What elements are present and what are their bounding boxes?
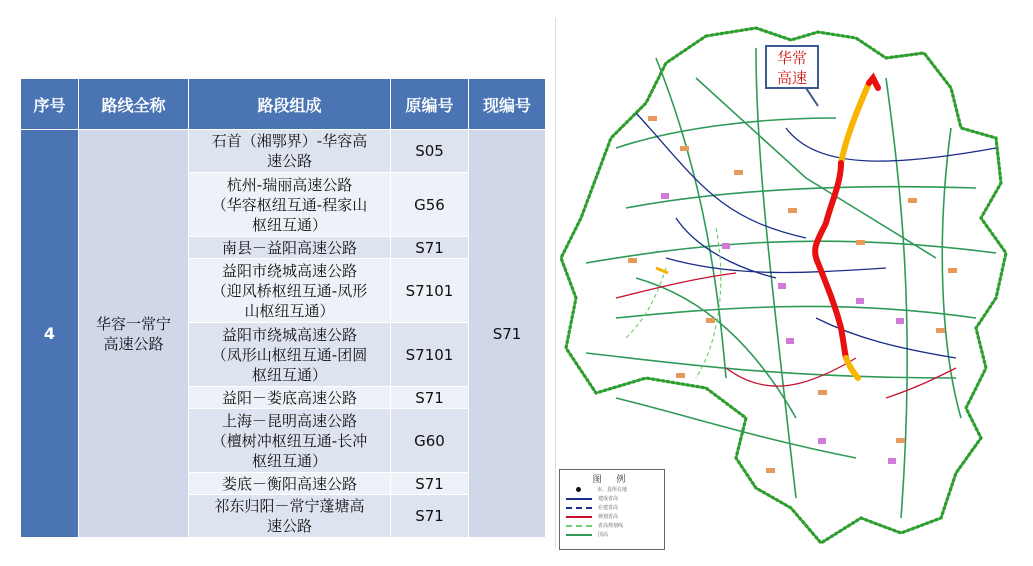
callout-line: 华常 (776, 49, 807, 67)
header-old-code: 原编号 (391, 79, 469, 130)
segment-cell (189, 130, 391, 173)
header-new-code: 现编号 (469, 79, 546, 130)
table-row (21, 130, 546, 173)
old-code-cell: S71 (391, 387, 469, 409)
legend-row (560, 521, 664, 530)
legend-label: 规划省高 (598, 514, 619, 520)
old-code-cell: G56 (391, 173, 469, 237)
table-header-row (21, 79, 546, 130)
segment-line: 山枢纽互通） (244, 301, 335, 320)
callout-line: 高速 (776, 69, 807, 87)
header-segments: 路段组成 (189, 79, 391, 130)
national-highways (586, 48, 996, 518)
segment-line: （檀树冲枢纽互通-长冲 (211, 431, 368, 450)
segment-cell (189, 495, 391, 538)
segment-cell (189, 387, 391, 409)
legend-row (560, 530, 664, 539)
segment-line: 速公路 (266, 517, 312, 535)
legend-row (560, 512, 664, 521)
segment-line: 娄底－衡阳高速公路 (221, 474, 357, 493)
old-code-cell: S05 (391, 130, 469, 173)
callout-pointer (792, 88, 818, 106)
route-highlight-red (815, 78, 878, 358)
old-code-cell: S71 (391, 237, 469, 259)
legend-row (560, 485, 664, 494)
legend-swatch (566, 498, 592, 500)
new-code-cell: S71 (469, 130, 546, 538)
legend-swatch (566, 516, 592, 518)
old-code-cell: S71 (391, 495, 469, 538)
route-table (20, 78, 546, 538)
old-code-cell: G60 (391, 409, 469, 473)
segment-line: 速公路 (266, 152, 312, 170)
segment-line: 杭州-瑞丽高速公路 (226, 175, 353, 194)
legend-title: 图 例 (592, 475, 632, 485)
legend-label: 省高规划线 (598, 523, 624, 529)
segment-line: （迎风桥枢纽互通-凤形 (211, 281, 368, 300)
city-dot-icon (576, 487, 581, 492)
header-route-name: 路线全称 (79, 79, 189, 130)
old-code-cell: S71 (391, 473, 469, 495)
segment-cell (189, 259, 391, 323)
legend-label: 国高 (598, 532, 609, 538)
header-seq: 序号 (21, 79, 79, 130)
legend-row (560, 503, 664, 512)
segment-line: 益阳市绕城高速公路 (221, 325, 357, 344)
legend-label: 市、县所在地 (597, 487, 628, 493)
segment-line: 祁东归阳－常宁蓬塘高 (214, 497, 365, 515)
legend-label: 建成省高 (598, 496, 619, 502)
segment-line: 南县－益阳高速公路 (221, 238, 357, 257)
seq-cell: 4 (21, 130, 79, 538)
route-callout (765, 45, 819, 89)
old-code-cell: S7101 (391, 323, 469, 387)
highway-network-map (555, 18, 1019, 548)
segment-cell (189, 409, 391, 473)
segment-line: 枢纽互通） (251, 215, 327, 234)
route-name-cell (79, 130, 189, 538)
legend-swatch (566, 525, 592, 527)
segment-line: 石首（湘鄂界）-华容高 (211, 132, 368, 150)
planned-highways (616, 273, 956, 398)
route-name-line: 华容一常宁 (95, 314, 171, 333)
segment-line: 益阳市绕城高速公路 (221, 261, 357, 280)
legend-swatch (566, 534, 592, 536)
legend-swatch (566, 507, 592, 509)
segment-line: （凤形山枢纽互通-团圆 (211, 345, 368, 364)
old-code-cell: S7101 (391, 259, 469, 323)
segment-cell (189, 237, 391, 259)
segment-line: 上海－昆明高速公路 (221, 411, 357, 430)
segment-cell (189, 323, 391, 387)
segment-cell (189, 473, 391, 495)
segment-cell (189, 173, 391, 237)
segment-line: （华容枢纽互通-程家山 (211, 195, 368, 214)
legend-label: 在建省高 (598, 505, 619, 511)
legend-row (560, 494, 664, 503)
segment-line: 枢纽互通） (251, 365, 327, 384)
segment-line: 枢纽互通） (251, 451, 327, 470)
segment-line: 益阳－娄底高速公路 (221, 388, 357, 407)
route-name-line: 高速公路 (103, 334, 164, 353)
route-highlight-yellow-north (841, 83, 869, 163)
map-legend (559, 469, 665, 550)
